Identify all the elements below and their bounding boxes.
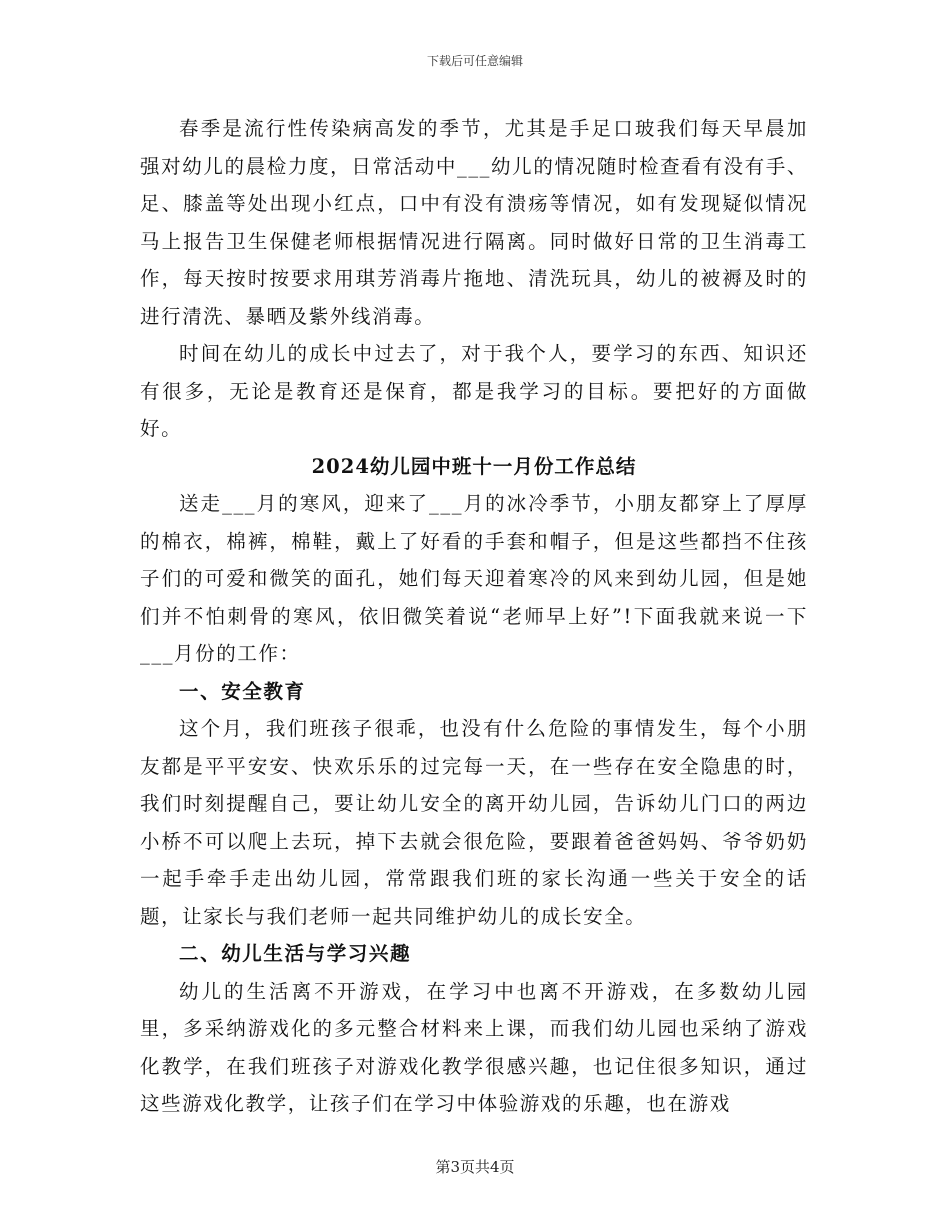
document-body (140, 110, 808, 1123)
paragraph-conclusion: 时间在幼儿的成长中过去了，对于我个人，要学习的东西、知识还有很多，无论是教育还是保育，都是我学习的目标。要把好的方面做好。 (140, 342, 808, 440)
paragraph-life-learning: 幼儿的生活离不开游戏，在学习中也离不开游戏，在多数幼儿园里，多采纳游戏化的多元整合材料来上课，而我们幼儿园也采纳了游戏化教学，在我们班孩子对游戏化教学很感兴趣，也记住很多知识，通过这些游戏化教学，让孩子们在学习中体验游戏的乐趣，也在游戏 (140, 979, 808, 1115)
paragraph-intro: 送走___月的寒风，迎来了___月的冰冷季节，小朋友都穿上了厚厚的棉衣，棉裤，棉鞋，戴上了好看的手套和帽子，但是这些都挡不住孩子们的可爱和微笑的面孔，她们每天迎着寒冷的风来到幼儿园，但是她们并不怕刺骨的寒风，依旧微笑着说“老师早上好”!下面我就来说一下___月份的工作： (140, 492, 808, 665)
section-heading-life-learning: 二、幼儿生活与学习兴趣 (179, 942, 412, 965)
paragraph-safety: 这个月，我们班孩子很乖，也没有什么危险的事情发生，每个小朋友都是平平安安、快欢乐乐的过完每一天，在一些存在安全隐患的时，我们时刻提醒自己，要让幼儿安全的离开幼儿园，告诉幼儿门口的两边小桥不可以爬上去玩，掉下去就会很危险，要跟着爸爸妈妈、爷爷奶奶一起手牵手走出幼儿园，常常跟我们班的家长沟通一些关于安全的话题，让家长与我们老师一起共同维护幼儿的成长安全。 (140, 717, 808, 928)
paragraph-spring-health: 春季是流行性传染病高发的季节，尤其是手足口玻我们每天早晨加强对幼儿的晨检力度，日常活动中___幼儿的情况随时检查看有没有手、足、膝盖等处出现小红点，口中有没有溃疡等情况，如有发现疑似情况马上报告卫生保健老师根据情况进行隔离。同时做好日常的卫生消毒工作，每天按时按要求用琪芳消毒片拖地、清洗玩具，幼儿的被褥及时的进行清洗、暴晒及紫外线消毒。 (140, 117, 808, 328)
page-footer-number: 第3页共4页 (435, 1158, 515, 1176)
page-header-note: 下载后可任意编辑 (426, 54, 523, 68)
section-heading-safety: 一、安全教育 (179, 679, 306, 703)
document-title: 2024幼儿园中班十一月份工作总结 (311, 454, 637, 478)
